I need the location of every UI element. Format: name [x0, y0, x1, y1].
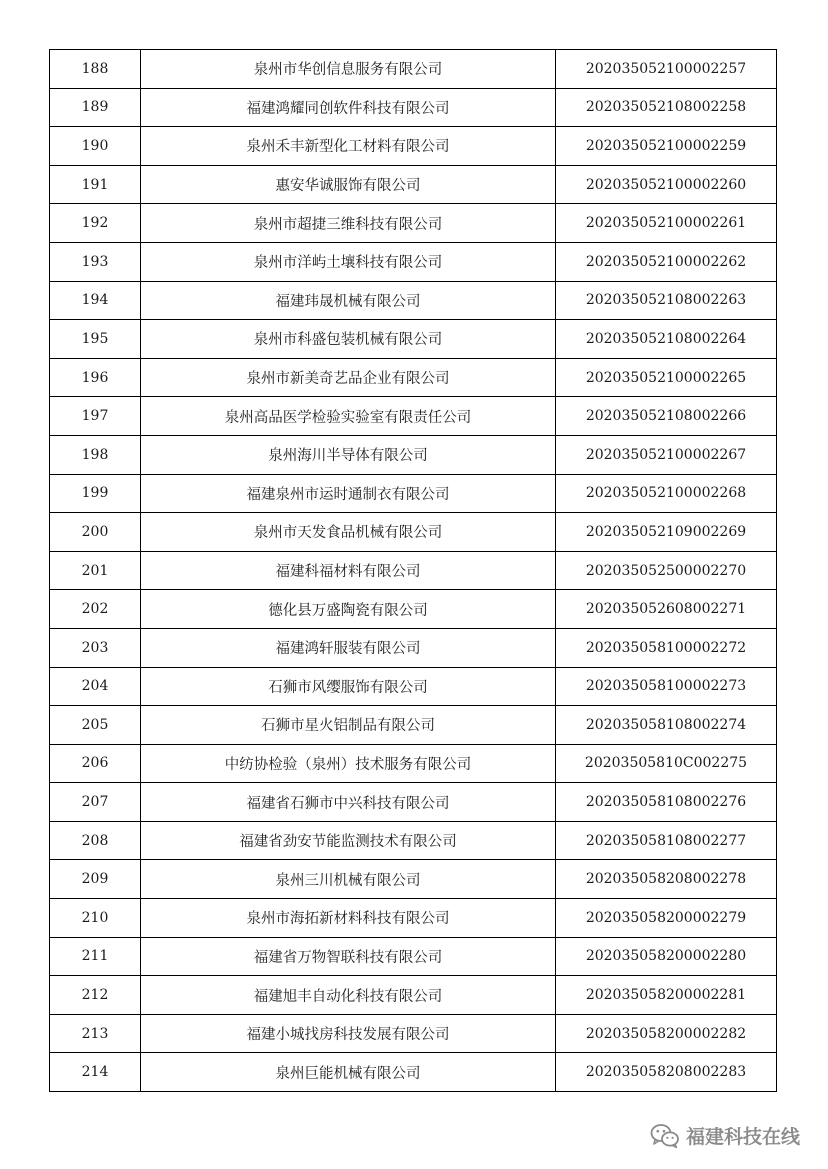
registration-code-cell: 202035052100002262	[556, 242, 777, 281]
row-number-cell: 200	[50, 513, 141, 552]
registration-code-cell: 202035058100002272	[556, 628, 777, 667]
table-body	[50, 50, 777, 1092]
company-name-cell: 福建泉州市运时通制衣有限公司	[141, 474, 556, 513]
row-number-cell: 209	[50, 860, 141, 899]
row-number-cell: 211	[50, 937, 141, 976]
company-name-cell: 福建省万物智联科技有限公司	[141, 937, 556, 976]
registration-code-cell: 202035052100002260	[556, 165, 777, 204]
company-name-cell: 泉州市华创信息服务有限公司	[141, 50, 556, 89]
registration-code-cell: 202035052100002257	[556, 50, 777, 89]
registration-code-cell: 202035058200002280	[556, 937, 777, 976]
table-row	[50, 513, 777, 552]
row-number-cell: 189	[50, 88, 141, 127]
company-name-cell: 泉州市超捷三维科技有限公司	[141, 204, 556, 243]
company-name-cell: 泉州市海拓新材料科技有限公司	[141, 899, 556, 938]
registration-code-cell: 202035058108002276	[556, 783, 777, 822]
company-name-cell: 泉州禾丰新型化工材料有限公司	[141, 127, 556, 166]
table-row	[50, 165, 777, 204]
row-number-cell: 204	[50, 667, 141, 706]
row-number-cell: 192	[50, 204, 141, 243]
row-number-cell: 198	[50, 435, 141, 474]
company-name-cell: 泉州市科盛包装机械有限公司	[141, 320, 556, 359]
table-row	[50, 1053, 777, 1092]
company-name-cell: 德化县万盛陶瓷有限公司	[141, 590, 556, 629]
company-name-cell: 福建鸿耀同创软件科技有限公司	[141, 88, 556, 127]
row-number-cell: 214	[50, 1053, 141, 1092]
company-name-cell: 福建小城找房科技发展有限公司	[141, 1014, 556, 1053]
company-name-cell: 泉州海川半导体有限公司	[141, 435, 556, 474]
table-row	[50, 127, 777, 166]
table-row	[50, 50, 777, 89]
registration-code-cell: 202035052100002259	[556, 127, 777, 166]
registration-code-cell: 202035052100002261	[556, 204, 777, 243]
company-name-cell: 泉州市天发食品机械有限公司	[141, 513, 556, 552]
row-number-cell: 197	[50, 397, 141, 436]
registration-code-cell: 202035052608002271	[556, 590, 777, 629]
table-row	[50, 281, 777, 320]
registration-code-cell: 202035058100002273	[556, 667, 777, 706]
table-row	[50, 976, 777, 1015]
table-row	[50, 204, 777, 243]
company-name-cell: 泉州市洋屿土壤科技有限公司	[141, 242, 556, 281]
registration-code-cell: 202035052500002270	[556, 551, 777, 590]
company-name-cell: 石狮市风缨服饰有限公司	[141, 667, 556, 706]
company-name-cell: 泉州巨能机械有限公司	[141, 1053, 556, 1092]
row-number-cell: 196	[50, 358, 141, 397]
company-name-cell: 福建科福材料有限公司	[141, 551, 556, 590]
company-name-cell: 福建鸿轩服装有限公司	[141, 628, 556, 667]
table-row	[50, 628, 777, 667]
row-number-cell: 202	[50, 590, 141, 629]
registration-code-cell: 202035058108002277	[556, 821, 777, 860]
registration-code-cell: 202035058200002281	[556, 976, 777, 1015]
registration-code-cell: 202035052108002264	[556, 320, 777, 359]
row-number-cell: 205	[50, 706, 141, 745]
registration-code-cell: 202035052100002268	[556, 474, 777, 513]
company-name-cell: 泉州高品医学检验实验室有限责任公司	[141, 397, 556, 436]
table-row	[50, 590, 777, 629]
table-row	[50, 474, 777, 513]
row-number-cell: 190	[50, 127, 141, 166]
registration-code-cell: 202035058208002278	[556, 860, 777, 899]
table-row	[50, 899, 777, 938]
row-number-cell: 208	[50, 821, 141, 860]
registration-code-cell: 202035058200002282	[556, 1014, 777, 1053]
registration-code-cell: 202035052100002265	[556, 358, 777, 397]
registration-code-cell: 202035058200002279	[556, 899, 777, 938]
registration-code-cell: 202035052100002267	[556, 435, 777, 474]
company-name-cell: 福建玮晟机械有限公司	[141, 281, 556, 320]
registration-code-cell: 202035058108002274	[556, 706, 777, 745]
company-list-table-wrap	[49, 49, 776, 1092]
registration-code-cell: 202035052108002263	[556, 281, 777, 320]
row-number-cell: 188	[50, 50, 141, 89]
company-list-table	[49, 49, 777, 1092]
registration-code-cell: 202035052108002258	[556, 88, 777, 127]
row-number-cell: 210	[50, 899, 141, 938]
company-name-cell: 泉州三川机械有限公司	[141, 860, 556, 899]
table-row	[50, 821, 777, 860]
wechat-icon	[650, 1123, 680, 1149]
table-row	[50, 860, 777, 899]
row-number-cell: 203	[50, 628, 141, 667]
table-row	[50, 937, 777, 976]
table-row	[50, 397, 777, 436]
company-name-cell: 福建省石狮市中兴科技有限公司	[141, 783, 556, 822]
table-row	[50, 744, 777, 783]
registration-code-cell: 202035058208002283	[556, 1053, 777, 1092]
company-name-cell: 泉州市新美奇艺品企业有限公司	[141, 358, 556, 397]
row-number-cell: 201	[50, 551, 141, 590]
row-number-cell: 195	[50, 320, 141, 359]
company-name-cell: 惠安华诚服饰有限公司	[141, 165, 556, 204]
registration-code-cell: 202035052108002266	[556, 397, 777, 436]
registration-code-cell: 202035052109002269	[556, 513, 777, 552]
company-name-cell: 福建省劲安节能监测技术有限公司	[141, 821, 556, 860]
watermark	[650, 1122, 800, 1149]
row-number-cell: 194	[50, 281, 141, 320]
row-number-cell: 213	[50, 1014, 141, 1053]
table-row	[50, 551, 777, 590]
table-row	[50, 242, 777, 281]
row-number-cell: 212	[50, 976, 141, 1015]
table-row	[50, 358, 777, 397]
table-row	[50, 435, 777, 474]
company-name-cell: 中纺协检验（泉州）技术服务有限公司	[141, 744, 556, 783]
row-number-cell: 193	[50, 242, 141, 281]
table-row	[50, 706, 777, 745]
row-number-cell: 191	[50, 165, 141, 204]
company-name-cell: 石狮市星火铝制品有限公司	[141, 706, 556, 745]
row-number-cell: 199	[50, 474, 141, 513]
registration-code-cell: 20203505810C002275	[556, 744, 777, 783]
watermark-text: 福建科技在线	[685, 1126, 800, 1148]
table-row	[50, 1014, 777, 1053]
table-row	[50, 783, 777, 822]
row-number-cell: 206	[50, 744, 141, 783]
table-row	[50, 667, 777, 706]
row-number-cell: 207	[50, 783, 141, 822]
company-name-cell: 福建旭丰自动化科技有限公司	[141, 976, 556, 1015]
table-row	[50, 88, 777, 127]
table-row	[50, 320, 777, 359]
